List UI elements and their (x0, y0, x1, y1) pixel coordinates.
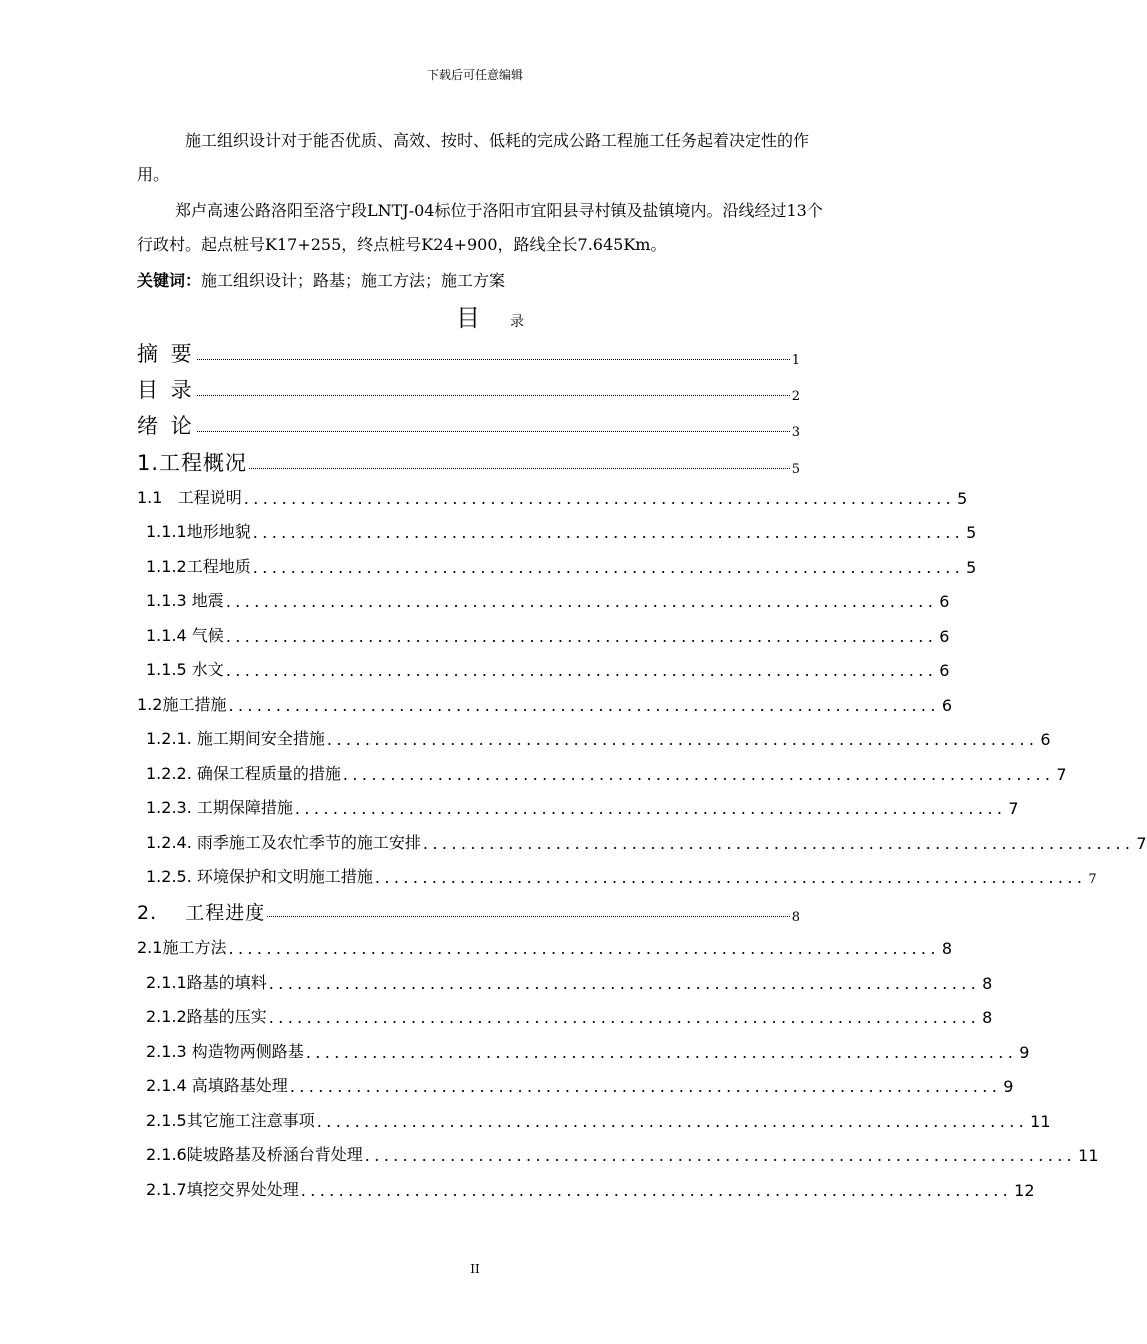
toc-entry[interactable] (137, 410, 800, 440)
toc-entry-label: 2.1施工方法 (137, 938, 227, 957)
toc-entry-label: 绪 论 (137, 414, 195, 438)
toc-leader: ........................................................................... (300, 1181, 1013, 1200)
toc-leader: ........................................................................... (252, 558, 965, 577)
toc-entry-label: 1.1 工程说明 (137, 488, 242, 507)
toc-entry-page: 6 (941, 696, 953, 715)
toc-entry-label: 1.1.5 水文 (146, 660, 224, 679)
toc-entry-page: 6 (939, 661, 950, 680)
toc-entry[interactable] (137, 1004, 993, 1027)
toc-entry-label: 摘 要 (137, 342, 195, 366)
toc-entry-label: 目 录 (137, 378, 195, 402)
page-number: II (470, 1262, 480, 1276)
toc-leader: ........................................................................... (289, 1077, 1002, 1096)
toc-leader: ........................................................................... (326, 730, 1039, 749)
toc-entry-page: 5 (791, 462, 800, 477)
toc-entry[interactable] (137, 726, 1051, 749)
toc-entry-page: 8 (982, 1008, 993, 1027)
toc-entry-label: 1.1.1地形地貌 (146, 522, 251, 541)
toc-entry-label: 1.2.2. 确保工程质量的措施 (146, 764, 341, 783)
toc-entry[interactable] (137, 830, 1147, 853)
toc-leader: ........................................................................... (422, 834, 1135, 853)
toc-entry[interactable] (137, 554, 977, 577)
toc-title (456, 298, 524, 333)
toc-leader: ........................................................................... (243, 489, 956, 508)
keywords-line (137, 266, 505, 296)
page-header: 下载后可任意编辑 (426, 68, 523, 82)
toc-entry-label: 2.1.1路基的填料 (146, 973, 267, 992)
toc-entry[interactable] (137, 1073, 1014, 1096)
toc-entry-page: 11 (1078, 1146, 1099, 1165)
keywords-text: 施工组织设计；路基；施工方法；施工方案 (201, 271, 506, 290)
toc-entry[interactable] (137, 898, 800, 925)
toc-entry-page: 8 (791, 910, 800, 925)
toc-entry-page: 7 (1008, 799, 1019, 818)
toc-entry-page: 11 (1030, 1112, 1051, 1131)
toc-title-main: 目 (456, 304, 480, 332)
toc-entry-page: 5 (957, 489, 968, 508)
toc-entry-label: 2.1.6陡坡路基及桥涵台背处理 (146, 1145, 363, 1164)
toc-leader: ........................................................................... (225, 627, 938, 646)
toc-entry[interactable] (137, 623, 950, 646)
toc-leader (249, 467, 790, 469)
intro-paragraph-1: 施工组织设计对于能否优质、高效、按时、低耗的完成公路工程施工任务起着决定性的作用。 (137, 131, 810, 184)
toc-entry[interactable] (137, 864, 1097, 887)
toc-leader (197, 430, 790, 432)
toc-title-sub: 录 (510, 314, 524, 330)
toc-leader: ........................................................................... (268, 1008, 981, 1027)
toc-entry-page: 6 (1040, 730, 1051, 749)
toc-entry[interactable] (137, 338, 800, 368)
toc-entry-page: 1 (791, 353, 800, 368)
toc-entry[interactable] (137, 519, 977, 542)
toc-entry-page: 8 (941, 939, 953, 958)
toc-leader (267, 915, 789, 917)
toc-entry-label: 2.1.4 高填路基处理 (146, 1076, 288, 1095)
toc-entry-page: 5 (966, 523, 977, 542)
toc-leader: ........................................................................... (364, 1146, 1077, 1165)
toc-leader: ........................................................................... (228, 939, 940, 958)
toc-entry-page: 7 (1056, 765, 1067, 784)
toc-entry-label: 1.工程概况 (137, 451, 248, 475)
toc-entry[interactable] (137, 1177, 1035, 1200)
toc-entry[interactable] (137, 761, 1067, 784)
toc-entry-page: 7 (1088, 872, 1097, 887)
toc-leader: ........................................................................... (252, 523, 965, 542)
toc-entry-page: 6 (939, 627, 950, 646)
toc-entry-label: 2.1.5其它施工注意事项 (146, 1111, 315, 1130)
toc-leader: ........................................................................... (228, 696, 940, 715)
toc-entry-label: 1.1.3 地震 (146, 591, 224, 610)
toc-entry[interactable] (137, 795, 1019, 818)
toc-entry[interactable] (137, 1108, 1051, 1131)
toc-entry-label: 2.1.3 构造物两侧路基 (146, 1042, 304, 1061)
keywords-label: 关键词： (137, 271, 202, 290)
toc-entry[interactable] (137, 1039, 1030, 1062)
toc-leader: ........................................................................... (294, 799, 1007, 818)
toc-entry-label: 2.1.7填挖交界处处理 (146, 1180, 299, 1199)
toc-entry-page: 12 (1014, 1181, 1035, 1200)
toc-leader: ........................................................................... (316, 1112, 1029, 1131)
toc-leader (197, 394, 790, 396)
toc-entry-page: 6 (939, 592, 950, 611)
toc-entry-label: 2. 工程进度 (137, 902, 266, 924)
toc-entry-page: 7 (1136, 834, 1147, 853)
toc-entry-label: 2.1.2路基的压实 (146, 1007, 267, 1026)
toc-entry-page: 8 (982, 974, 993, 993)
toc-entry[interactable] (137, 447, 800, 477)
toc-leader: ........................................................................... (225, 592, 938, 611)
toc-entry-label: 1.1.4 气候 (146, 626, 224, 645)
toc-entry[interactable] (137, 970, 993, 993)
toc-entry[interactable] (137, 692, 953, 715)
toc-leader: ........................................................................... (225, 661, 938, 680)
toc-leader: ........................................................................... (374, 868, 1087, 887)
toc-entry-page: 2 (791, 389, 800, 404)
toc-entry[interactable] (137, 1142, 1099, 1165)
intro-paragraph-2: 郑卢高速公路洛阳至洛宁段LNTJ-04标位于洛阳市宜阳县寻村镇及盐镇境内。沿线经过13个行政村。起点桩号K17+255，终点桩号K24+900，路线全长7.645Km。 (137, 201, 823, 254)
toc-leader: ........................................................................... (305, 1043, 1018, 1062)
toc-entry-page: 9 (1019, 1043, 1030, 1062)
toc-entry[interactable] (137, 657, 950, 680)
toc-entry-label: 1.2施工措施 (137, 695, 227, 714)
toc-entry-page: 9 (1003, 1077, 1014, 1096)
toc-leader (197, 358, 790, 360)
toc-entry[interactable] (137, 935, 953, 958)
toc-entry-page: 5 (966, 558, 977, 577)
toc-leader: ........................................................................... (342, 765, 1055, 784)
toc-entry-label: 1.2.4. 雨季施工及农忙季节的施工安排 (146, 833, 421, 852)
toc-leader: ........................................................................... (268, 974, 981, 993)
toc-entry[interactable] (137, 374, 800, 404)
toc-entry-label: 1.2.3. 工期保障措施 (146, 798, 293, 817)
toc-entry[interactable] (137, 588, 950, 611)
toc-entry-label: 1.2.5. 环境保护和文明施工措施 (146, 867, 373, 886)
toc-entry-label: 1.1.2工程地质 (146, 557, 251, 576)
toc-entry[interactable] (137, 485, 968, 508)
toc-entry-page: 3 (791, 425, 800, 440)
toc-entry-label: 1.2.1. 施工期间安全措施 (146, 729, 325, 748)
